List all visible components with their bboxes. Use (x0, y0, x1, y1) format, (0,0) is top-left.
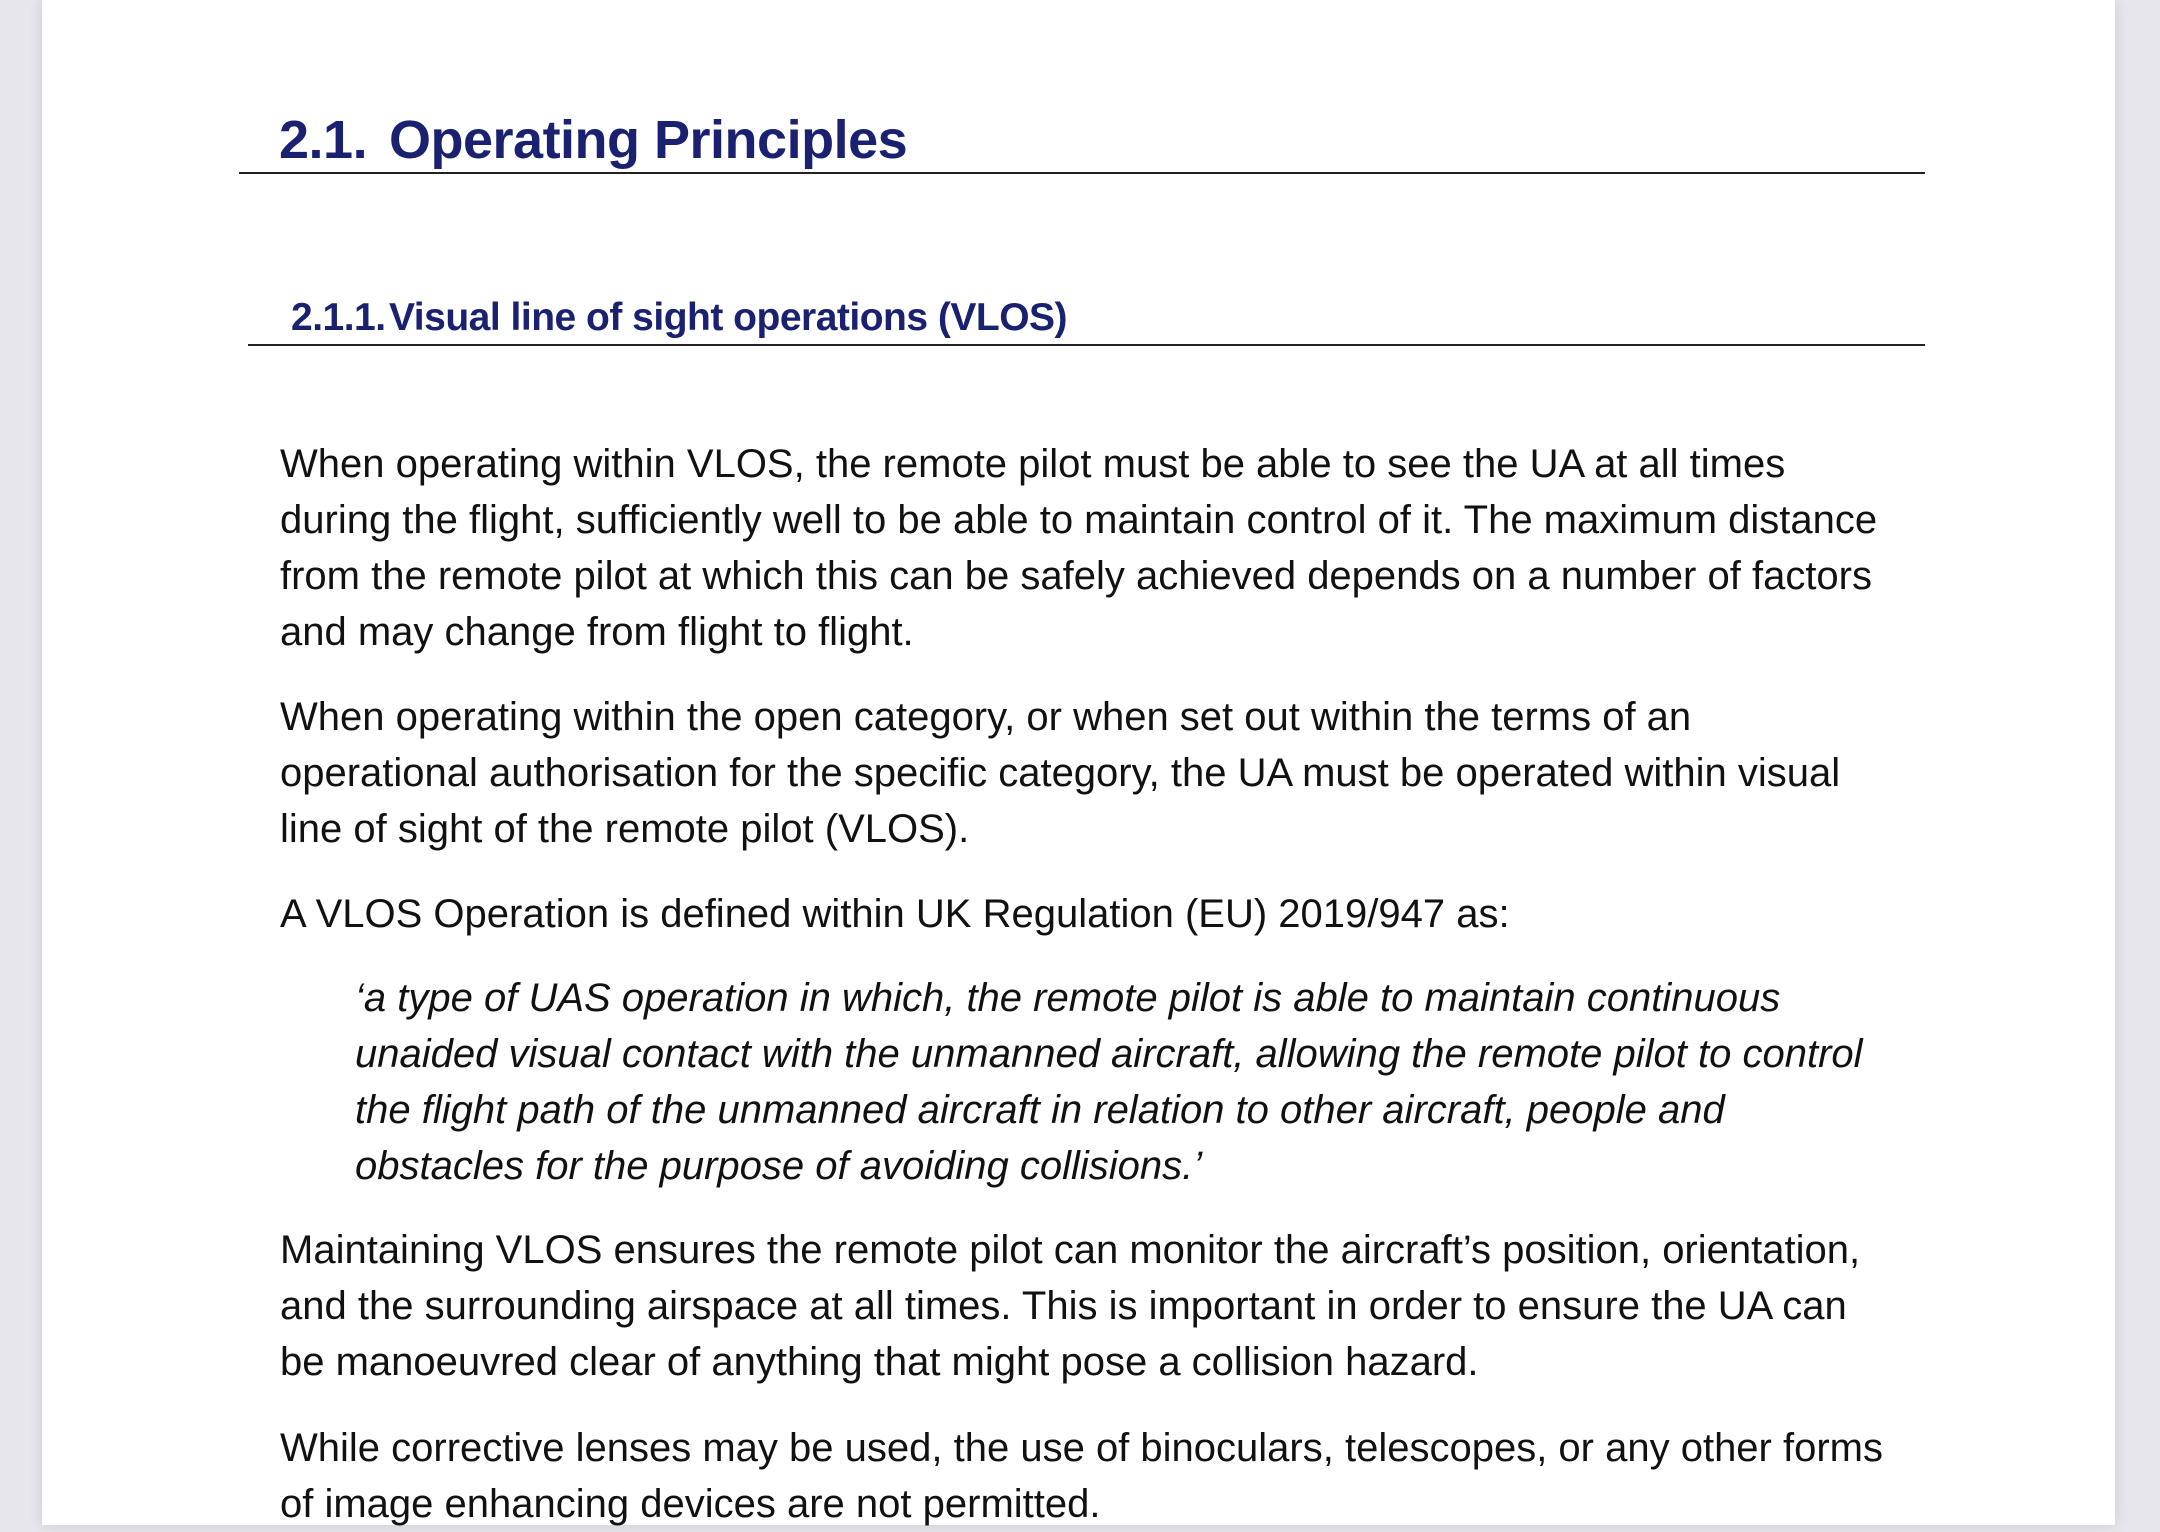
paragraph-line: during the flight, sufficiently well to be able to maintain control of it. The maximum distance (280, 498, 1878, 542)
quote-line: ‘a type of UAS operation in which, the remote pilot is able to maintain continuous (355, 976, 1781, 1020)
paragraph-line: from the remote pilot at which this can be safely achieved depends on a number of factors (280, 554, 1872, 598)
paragraph-line: and may change from flight to flight. (280, 610, 914, 654)
paragraph-line: Maintaining VLOS ensures the remote pilot can monitor the aircraft’s position, orientation, (280, 1228, 1861, 1272)
paragraph-line: A VLOS Operation is defined within UK Regulation (EU) 2019/947 as: (280, 892, 1510, 936)
subsection-number: 2.1.1. (291, 296, 386, 339)
paragraph-line: and the surrounding airspace at all times. This is important in order to ensure the UA can (280, 1284, 1847, 1328)
paragraph-line: of image enhancing devices are not permitted. (280, 1482, 1101, 1526)
subsection-heading (248, 290, 1925, 346)
section-number: 2.1. (279, 110, 368, 170)
paragraph-line: While corrective lenses may be used, the use of binoculars, telescopes, or any other forms (280, 1426, 1883, 1470)
quote-line: the flight path of the unmanned aircraft in relation to other aircraft, people and (355, 1088, 1725, 1132)
paragraph-open-category (280, 689, 1960, 857)
section-title: Operating Principles (389, 110, 908, 170)
paragraph-line: be manoeuvred clear of anything that might pose a collision hazard. (280, 1340, 1479, 1384)
document-page (42, 0, 2115, 1525)
paragraph-maintaining-vlos (280, 1222, 1960, 1390)
paragraph-line: When operating within VLOS, the remote pilot must be able to see the UA at all times (280, 442, 1786, 486)
paragraph-corrective-lenses (280, 1420, 1960, 1532)
quote-line: obstacles for the purpose of avoiding collisions.’ (355, 1144, 1203, 1188)
subsection-title: Visual line of sight operations (VLOS) (389, 296, 1068, 339)
definition-quote (355, 970, 1965, 1194)
paragraph-line: operational authorisation for the specific category, the UA must be operated within visual (280, 751, 1841, 795)
paragraph-line: line of sight of the remote pilot (VLOS). (280, 807, 970, 851)
section-heading (239, 106, 1925, 174)
paragraph-line: When operating within the open category, or when set out within the terms of an (280, 695, 1692, 739)
paragraph-vlos-visibility (280, 436, 1960, 660)
quote-line: unaided visual contact with the unmanned aircraft, allowing the remote pilot to control (355, 1032, 1863, 1076)
paragraph-definition-intro (280, 886, 1960, 942)
